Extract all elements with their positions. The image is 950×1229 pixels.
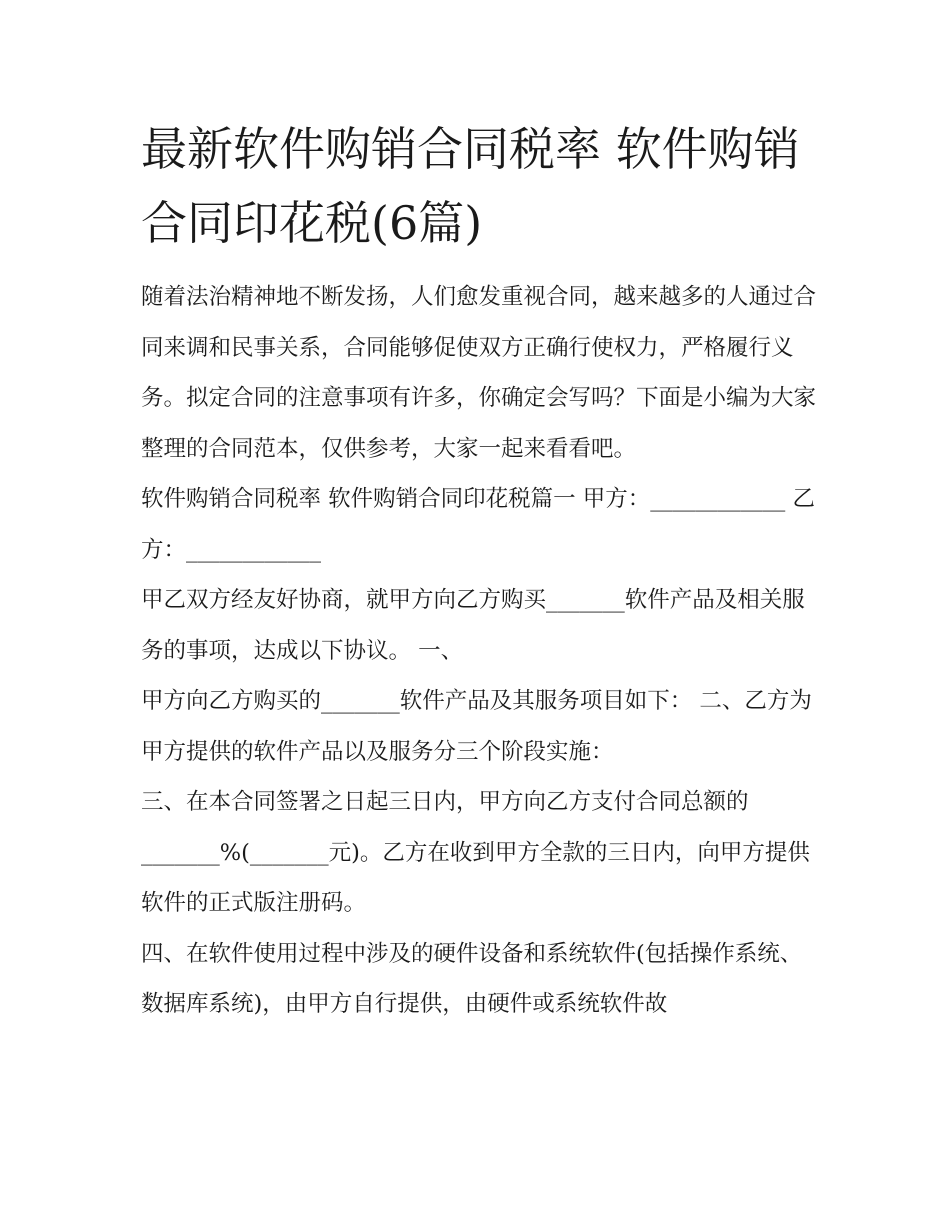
paragraph-clause-4: 四、在软件使用过程中涉及的硬件设备和系统软件(包括操作系统、数据库系统)，由甲方自行提供，由硬件或系统软件故 [141, 940, 803, 1017]
paragraph-parties: 软件购销合同税率 软件购销合同印花税篇一 甲方：____________ 乙方：____________ [141, 486, 815, 563]
paragraph-clause-3: 三、在本合同签署之日起三日内，甲方向乙方支付合同总额的_______%(_______元)。乙方在收到甲方全款的三日内，向甲方提供软件的正式版注册码。 [141, 789, 810, 916]
document-body [141, 272, 821, 1030]
paragraph-intro: 随着法治精神地不断发扬，人们愈发重视合同，越来越多的人通过合同来调和民事关系，合同能够促使双方正确行使权力，严格履行义务。拟定合同的注意事项有许多，你确定会写吗？下面是小编为大家整理的合同范本，仅供参考，大家一起来看看吧。 [141, 284, 817, 462]
paragraph-clause-1-2: 甲方向乙方购买的_______软件产品及其服务项目如下： 二、乙方为甲方提供的软件产品以及服务分三个阶段实施： [141, 688, 812, 765]
document-title: 最新软件购销合同税率 软件购销合同印花税(6篇) [141, 122, 800, 250]
paragraph-agreement: 甲乙双方经友好协商，就甲方向乙方购买_______软件产品及相关服务的事项，达成以下协议。 一、 [141, 587, 805, 664]
document-page [141, 112, 821, 1030]
